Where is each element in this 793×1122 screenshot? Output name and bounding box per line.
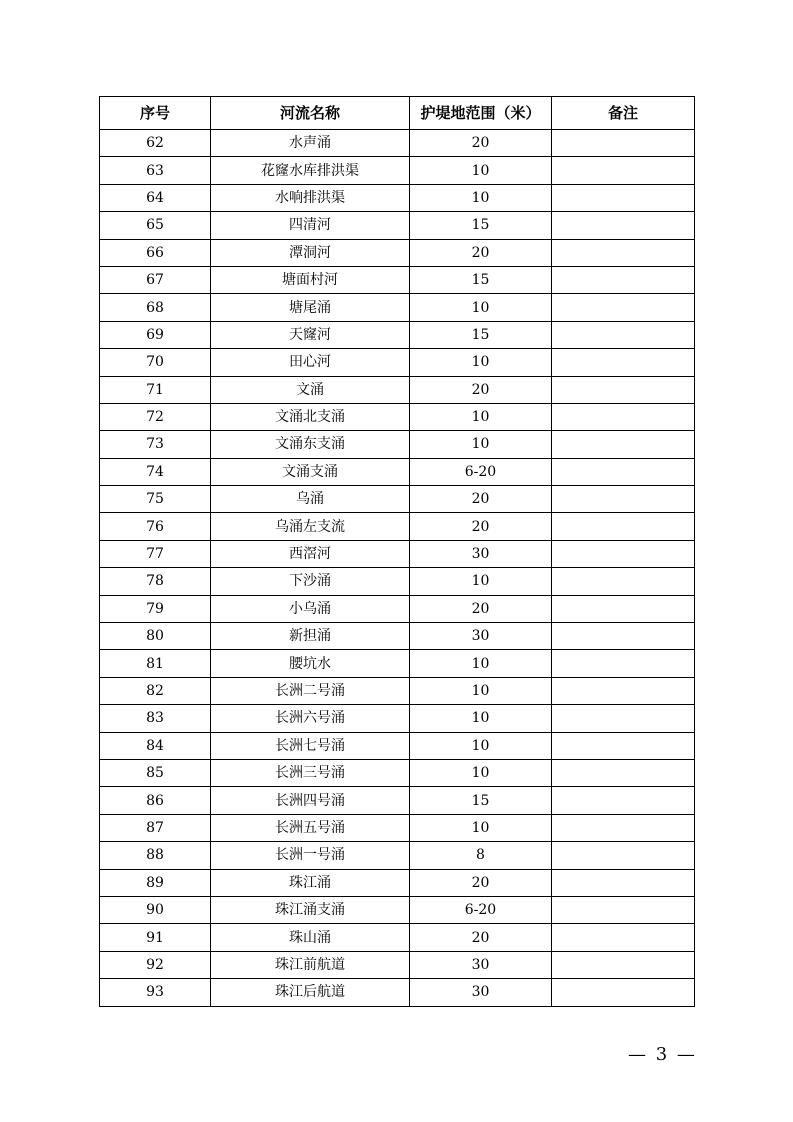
cell-index: 66 xyxy=(100,239,211,266)
table-header-row xyxy=(100,97,695,130)
table-row xyxy=(100,486,695,513)
cell-river-name: 长洲四号涌 xyxy=(211,787,410,814)
cell-embankment-range: 10 xyxy=(410,732,552,759)
cell-index: 90 xyxy=(100,896,211,923)
cell-remarks xyxy=(552,595,695,622)
table-row xyxy=(100,623,695,650)
cell-remarks xyxy=(552,842,695,869)
header-embankment-range: 护堤地范围（米） xyxy=(410,97,552,130)
table-row xyxy=(100,705,695,732)
cell-remarks xyxy=(552,869,695,896)
cell-embankment-range: 10 xyxy=(410,431,552,458)
cell-remarks xyxy=(552,184,695,211)
cell-embankment-range: 20 xyxy=(410,486,552,513)
header-river-name: 河流名称 xyxy=(211,97,410,130)
cell-index: 89 xyxy=(100,869,211,896)
cell-index: 68 xyxy=(100,294,211,321)
table-row xyxy=(100,403,695,430)
table-row xyxy=(100,787,695,814)
cell-embankment-range: 20 xyxy=(410,869,552,896)
cell-remarks xyxy=(552,568,695,595)
cell-river-name: 水响排洪渠 xyxy=(211,184,410,211)
cell-embankment-range: 6-20 xyxy=(410,896,552,923)
cell-remarks xyxy=(552,349,695,376)
table-row xyxy=(100,540,695,567)
cell-river-name: 乌涌 xyxy=(211,486,410,513)
cell-river-name: 文涌北支涌 xyxy=(211,403,410,430)
cell-remarks xyxy=(552,212,695,239)
cell-remarks xyxy=(552,376,695,403)
cell-river-name: 塘面村河 xyxy=(211,266,410,293)
cell-index: 93 xyxy=(100,979,211,1006)
cell-embankment-range: 10 xyxy=(410,677,552,704)
cell-remarks xyxy=(552,431,695,458)
cell-embankment-range: 10 xyxy=(410,814,552,841)
cell-remarks xyxy=(552,951,695,978)
cell-river-name: 田心河 xyxy=(211,349,410,376)
cell-embankment-range: 30 xyxy=(410,979,552,1006)
cell-river-name: 文涌东支涌 xyxy=(211,431,410,458)
cell-river-name: 长洲六号涌 xyxy=(211,705,410,732)
cell-river-name: 珠山涌 xyxy=(211,924,410,951)
cell-river-name: 花窿水库排洪渠 xyxy=(211,157,410,184)
table-row xyxy=(100,184,695,211)
cell-embankment-range: 20 xyxy=(410,239,552,266)
cell-index: 70 xyxy=(100,349,211,376)
cell-river-name: 珠江前航道 xyxy=(211,951,410,978)
cell-index: 79 xyxy=(100,595,211,622)
cell-remarks xyxy=(552,486,695,513)
cell-index: 73 xyxy=(100,431,211,458)
cell-remarks xyxy=(552,650,695,677)
cell-river-name: 下沙涌 xyxy=(211,568,410,595)
table-row xyxy=(100,431,695,458)
cell-embankment-range: 20 xyxy=(410,513,552,540)
cell-river-name: 珠江涌支涌 xyxy=(211,896,410,923)
cell-embankment-range: 20 xyxy=(410,376,552,403)
cell-river-name: 长洲五号涌 xyxy=(211,814,410,841)
cell-remarks xyxy=(552,321,695,348)
cell-index: 71 xyxy=(100,376,211,403)
table-row xyxy=(100,130,695,157)
cell-remarks xyxy=(552,294,695,321)
table-row xyxy=(100,951,695,978)
cell-river-name: 文涌支涌 xyxy=(211,458,410,485)
table-row xyxy=(100,212,695,239)
river-table-container xyxy=(99,96,695,1007)
cell-index: 80 xyxy=(100,623,211,650)
cell-embankment-range: 10 xyxy=(410,568,552,595)
cell-index: 81 xyxy=(100,650,211,677)
cell-index: 78 xyxy=(100,568,211,595)
table-row xyxy=(100,568,695,595)
cell-river-name: 塘尾涌 xyxy=(211,294,410,321)
cell-river-name: 小乌涌 xyxy=(211,595,410,622)
cell-index: 75 xyxy=(100,486,211,513)
table-row xyxy=(100,842,695,869)
cell-index: 85 xyxy=(100,759,211,786)
cell-river-name: 潭洞河 xyxy=(211,239,410,266)
page-number: — 3 — xyxy=(628,1044,697,1065)
cell-embankment-range: 15 xyxy=(410,212,552,239)
header-index: 序号 xyxy=(100,97,211,130)
cell-index: 83 xyxy=(100,705,211,732)
cell-embankment-range: 15 xyxy=(410,321,552,348)
table-row xyxy=(100,376,695,403)
table-row xyxy=(100,814,695,841)
cell-remarks xyxy=(552,924,695,951)
cell-embankment-range: 20 xyxy=(410,924,552,951)
cell-index: 77 xyxy=(100,540,211,567)
cell-embankment-range: 20 xyxy=(410,130,552,157)
cell-remarks xyxy=(552,814,695,841)
cell-index: 82 xyxy=(100,677,211,704)
cell-river-name: 西滘河 xyxy=(211,540,410,567)
cell-embankment-range: 10 xyxy=(410,184,552,211)
cell-remarks xyxy=(552,787,695,814)
cell-remarks xyxy=(552,623,695,650)
cell-remarks xyxy=(552,458,695,485)
cell-river-name: 新担涌 xyxy=(211,623,410,650)
cell-embankment-range: 30 xyxy=(410,623,552,650)
cell-embankment-range: 10 xyxy=(410,403,552,430)
cell-embankment-range: 8 xyxy=(410,842,552,869)
cell-embankment-range: 10 xyxy=(410,157,552,184)
cell-remarks xyxy=(552,540,695,567)
river-table xyxy=(99,96,695,1007)
table-row xyxy=(100,677,695,704)
table-row xyxy=(100,157,695,184)
cell-river-name: 文涌 xyxy=(211,376,410,403)
table-row xyxy=(100,321,695,348)
table-row xyxy=(100,869,695,896)
cell-remarks xyxy=(552,266,695,293)
cell-river-name: 乌涌左支流 xyxy=(211,513,410,540)
cell-index: 65 xyxy=(100,212,211,239)
cell-river-name: 长洲七号涌 xyxy=(211,732,410,759)
cell-embankment-range: 20 xyxy=(410,595,552,622)
cell-river-name: 珠江后航道 xyxy=(211,979,410,1006)
table-row xyxy=(100,896,695,923)
cell-index: 84 xyxy=(100,732,211,759)
cell-river-name: 长洲一号涌 xyxy=(211,842,410,869)
header-remarks: 备注 xyxy=(552,97,695,130)
cell-remarks xyxy=(552,705,695,732)
cell-index: 64 xyxy=(100,184,211,211)
cell-index: 76 xyxy=(100,513,211,540)
table-row xyxy=(100,294,695,321)
cell-embankment-range: 15 xyxy=(410,787,552,814)
cell-embankment-range: 10 xyxy=(410,705,552,732)
cell-index: 87 xyxy=(100,814,211,841)
cell-river-name: 水声涌 xyxy=(211,130,410,157)
cell-remarks xyxy=(552,403,695,430)
cell-remarks xyxy=(552,732,695,759)
cell-remarks xyxy=(552,979,695,1006)
cell-remarks xyxy=(552,239,695,266)
cell-river-name: 腰坑水 xyxy=(211,650,410,677)
cell-remarks xyxy=(552,130,695,157)
table-row xyxy=(100,458,695,485)
cell-index: 72 xyxy=(100,403,211,430)
table-row xyxy=(100,732,695,759)
table-row xyxy=(100,979,695,1006)
cell-embankment-range: 10 xyxy=(410,349,552,376)
table-row xyxy=(100,349,695,376)
table-row xyxy=(100,239,695,266)
cell-embankment-range: 10 xyxy=(410,650,552,677)
cell-embankment-range: 15 xyxy=(410,266,552,293)
cell-remarks xyxy=(552,896,695,923)
table-row xyxy=(100,650,695,677)
table-row xyxy=(100,924,695,951)
cell-river-name: 天窿河 xyxy=(211,321,410,348)
cell-index: 74 xyxy=(100,458,211,485)
table-row xyxy=(100,759,695,786)
cell-river-name: 长洲三号涌 xyxy=(211,759,410,786)
cell-index: 91 xyxy=(100,924,211,951)
table-row xyxy=(100,595,695,622)
cell-index: 62 xyxy=(100,130,211,157)
table-row xyxy=(100,266,695,293)
table-row xyxy=(100,513,695,540)
cell-index: 67 xyxy=(100,266,211,293)
cell-embankment-range: 6-20 xyxy=(410,458,552,485)
cell-embankment-range: 30 xyxy=(410,951,552,978)
cell-index: 69 xyxy=(100,321,211,348)
cell-remarks xyxy=(552,677,695,704)
cell-river-name: 四清河 xyxy=(211,212,410,239)
cell-embankment-range: 10 xyxy=(410,294,552,321)
cell-index: 63 xyxy=(100,157,211,184)
cell-index: 92 xyxy=(100,951,211,978)
cell-remarks xyxy=(552,759,695,786)
cell-embankment-range: 30 xyxy=(410,540,552,567)
cell-river-name: 长洲二号涌 xyxy=(211,677,410,704)
cell-index: 86 xyxy=(100,787,211,814)
cell-remarks xyxy=(552,513,695,540)
cell-river-name: 珠江涌 xyxy=(211,869,410,896)
cell-remarks xyxy=(552,157,695,184)
cell-embankment-range: 10 xyxy=(410,759,552,786)
cell-index: 88 xyxy=(100,842,211,869)
